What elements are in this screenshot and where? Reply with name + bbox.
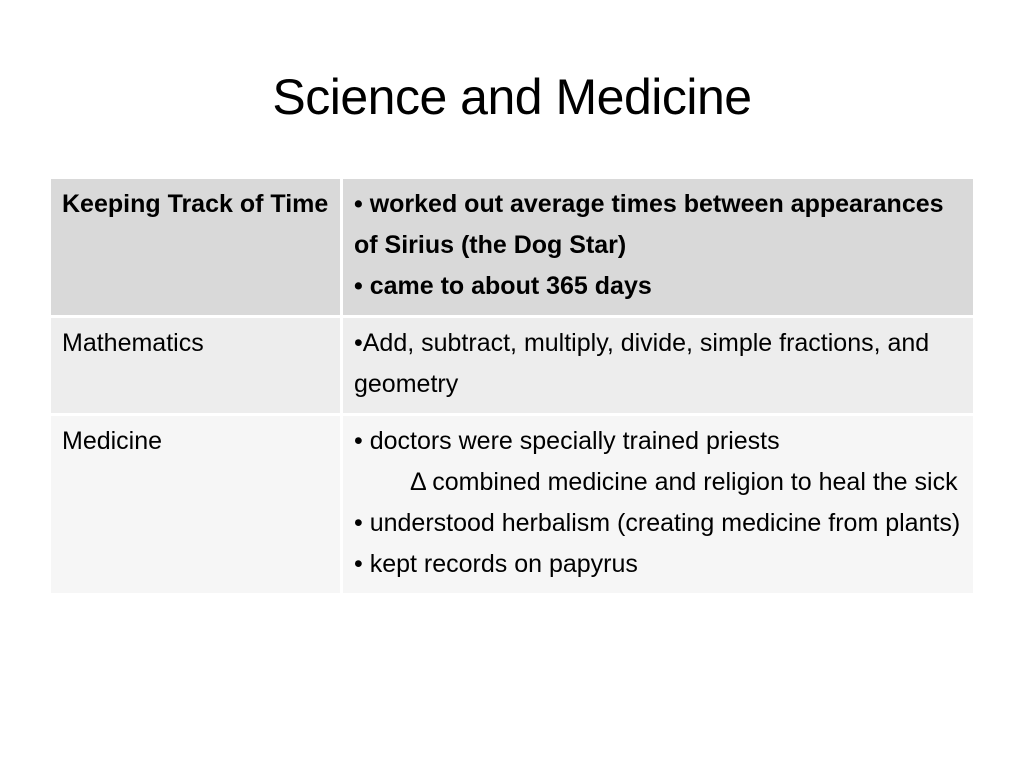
detail-line: • kept records on papyrus: [354, 550, 638, 578]
topic-cell: Mathematics: [51, 317, 342, 415]
content-table: [51, 179, 973, 593]
topic-cell: Medicine: [51, 415, 342, 594]
detail-line: • doctors were specially trained priests: [354, 427, 780, 455]
detail-line: • came to about 365 days: [354, 272, 652, 300]
detail-line: • understood herbalism (creating medicine from plants): [354, 509, 961, 537]
slide-title: Science and Medicine: [272, 69, 752, 125]
details-cell: [342, 415, 974, 594]
topic-cell: Keeping Track of Time: [51, 179, 342, 317]
detail-subline: [354, 462, 963, 503]
detail-line: •Add, subtract, multiply, divide, simple fractions, and geometry: [354, 329, 930, 398]
table-row: [51, 179, 973, 317]
details-cell: [342, 179, 974, 317]
table-row: [51, 317, 973, 415]
table-row: [51, 415, 973, 594]
detail-line: • worked out average times between appearances of Sirius (the Dog Star): [354, 190, 944, 259]
details-cell: [342, 317, 974, 415]
detail-subline-text: Δ combined medicine and religion to heal the sick: [410, 468, 958, 496]
